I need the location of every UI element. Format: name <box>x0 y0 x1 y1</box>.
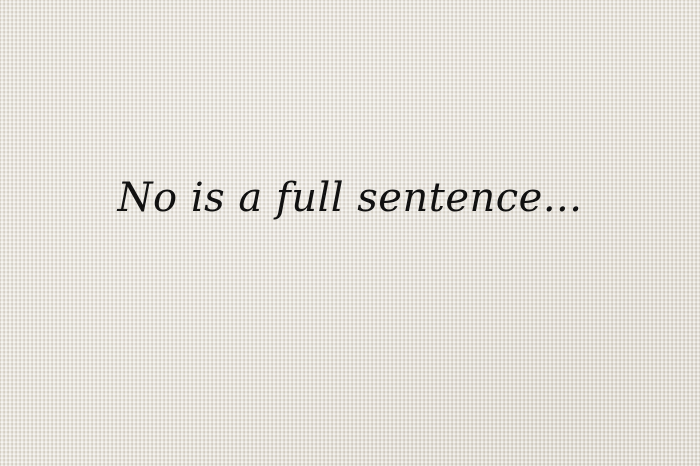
quote-text: No is a full sentence... <box>117 175 583 221</box>
